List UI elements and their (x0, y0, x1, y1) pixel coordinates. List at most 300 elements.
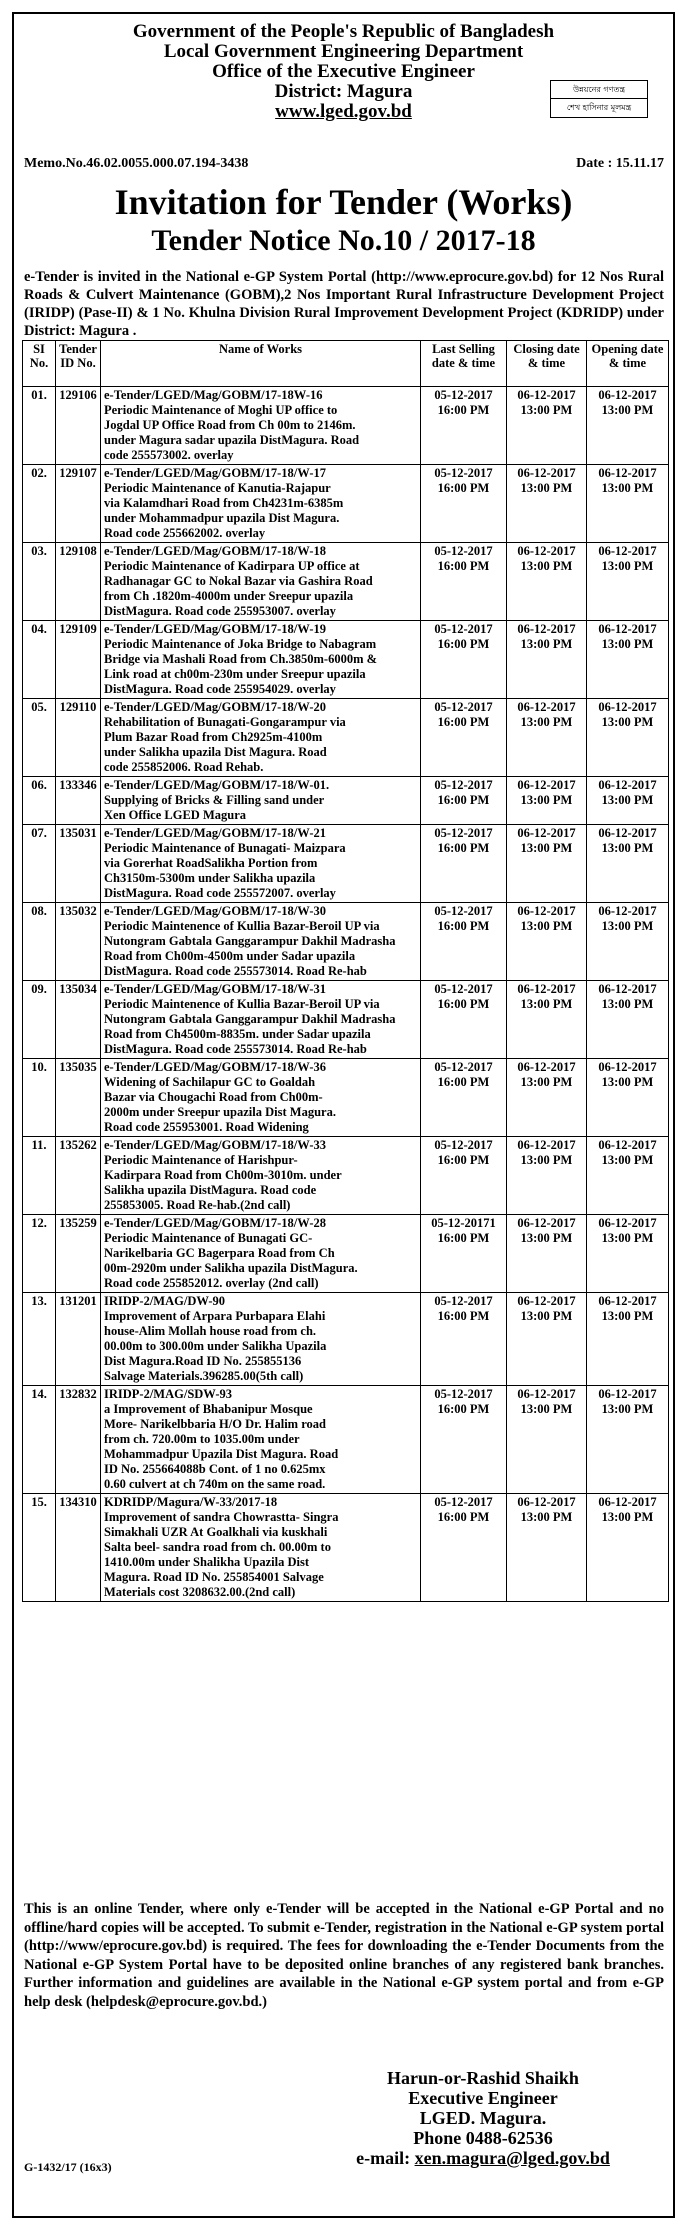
row-last-selling-datetime (421, 1293, 507, 1386)
row-closing-datetime (507, 543, 587, 621)
signatory-office: LGED. Magura. (419, 2108, 547, 2128)
time-value: 16:00 PM (437, 715, 490, 729)
row-serial: 11. (23, 1137, 56, 1215)
row-last-selling-datetime (421, 1386, 507, 1494)
col-header-opening: Opening date & time (587, 341, 669, 387)
works-line: via Kalamdhari Road from Ch4231m-6385m (104, 496, 344, 510)
row-closing-datetime (507, 699, 587, 777)
col-header-works: Name of Works (101, 341, 421, 387)
time-value: 16:00 PM (437, 841, 490, 855)
row-opening-datetime (587, 699, 669, 777)
works-line: Periodic Maintenance of Bunagati GC- (104, 1231, 313, 1245)
time-value: 13:00 PM (520, 1153, 573, 1167)
works-line: 00m-2920m under Salikha upazila DistMagura. (104, 1261, 358, 1275)
works-line: Road code 255953001. Road Widening (104, 1120, 309, 1134)
date-value: 06-12-2017 (598, 1060, 657, 1074)
works-line: DistMagura. Road code 255573014. Road Re-hab (104, 964, 367, 978)
row-serial: 07. (23, 825, 56, 903)
time-value: 16:00 PM (437, 1075, 490, 1089)
works-line: Periodic Maintenence of Kullia Bazar-Beroil UP via (104, 919, 380, 933)
time-value: 16:00 PM (437, 559, 490, 573)
date-value: 06-12-2017 (598, 778, 657, 792)
works-line: ID No. 255664088b Cont. of 1 no 0.625mx (104, 1462, 326, 1476)
time-value: 13:00 PM (601, 1231, 654, 1245)
col-header-sl: SI No. (23, 341, 56, 387)
date-value: 05-12-2017 (434, 904, 493, 918)
row-last-selling-datetime (421, 465, 507, 543)
row-tender-id: 133346 (56, 777, 101, 825)
works-line: More- Narikelbbaria H/O Dr. Halim road (104, 1417, 326, 1431)
date-value: 06-12-2017 (598, 700, 657, 714)
tender-table-body (23, 387, 669, 1602)
row-tender-id: 129110 (56, 699, 101, 777)
time-value: 13:00 PM (520, 481, 573, 495)
signatory-name: Harun-or-Rashid Shaikh (387, 2068, 579, 2088)
table-row (23, 1386, 669, 1494)
notice-subtitle: Tender Notice No.10 / 2017-18 (151, 224, 536, 257)
time-value: 13:00 PM (520, 715, 573, 729)
date-value: 06-12-2017 (598, 388, 657, 402)
date-value: 06-12-2017 (598, 1138, 657, 1152)
row-opening-datetime (587, 1215, 669, 1293)
works-line: DistMagura. Road code 255572007. overlay (104, 886, 336, 900)
works-line: Plum Bazar Road from Ch2925m-4100m (104, 730, 323, 744)
works-line: Jogdal UP Office Road from Ch 00m to 2146m. (104, 418, 356, 432)
works-line: Improvement of Arpara Purbapara Elahi (104, 1309, 326, 1323)
row-tender-id: 135031 (56, 825, 101, 903)
date-value: 05-12-2017 (434, 1060, 493, 1074)
row-works (101, 1494, 421, 1602)
time-value: 13:00 PM (520, 793, 573, 807)
works-line: 1410.00m under Shalikha Upazila Dist (104, 1555, 310, 1569)
works-line: e-Tender/LGED/Mag/GOBM/17-18/W-31 (104, 982, 326, 996)
row-last-selling-datetime (421, 699, 507, 777)
row-serial: 04. (23, 621, 56, 699)
works-line: e-Tender/LGED/Mag/GOBM/17-18/W-30 (104, 904, 326, 918)
works-line: Materials cost 3208632.00.(2nd call) (104, 1585, 296, 1599)
row-tender-id: 129107 (56, 465, 101, 543)
works-line: e-Tender/LGED/Mag/GOBM/17-18/W-18 (104, 544, 326, 558)
row-opening-datetime (587, 387, 669, 465)
date-value: 05-12-20171 (431, 1216, 496, 1230)
date-value: 06-12-2017 (517, 1060, 576, 1074)
date-value: 06-12-2017 (517, 622, 576, 636)
time-value: 13:00 PM (601, 1510, 654, 1524)
works-line: IRIDP-2/MAG/DW-90 (104, 1294, 226, 1308)
date-value: 06-12-2017 (517, 544, 576, 558)
online-tender-instructions: This is an online Tender, where only e-Tender will be accepted in the National e-GP Portal and no offline/hard copies will be accepted. To submit e-Tender, registration in the National e-GP system portal (http://www/eprocure.gov.bd) is required. The fees for downloading the e-Tender Documents from the National e-GP System Portal have to be deposited online branches of any registered bank branches. Further information and guidelines are available in the National e-GP system portal and from e-GP help desk (helpdesk@eprocure.gov.bd.) (24, 1901, 664, 2010)
row-opening-datetime (587, 825, 669, 903)
date-value: 05-12-2017 (434, 544, 493, 558)
row-closing-datetime (507, 1494, 587, 1602)
signature-block (318, 2068, 648, 2168)
time-value: 16:00 PM (437, 637, 490, 651)
works-line: e-Tender/LGED/Mag/GOBM/17-18/W-19 (104, 622, 326, 636)
row-tender-id: 135034 (56, 981, 101, 1059)
memo-row (24, 156, 664, 172)
table-row (23, 387, 669, 465)
memo-number: Memo.No.46.02.0055.000.07.194-3438 (24, 156, 249, 171)
works-line: from Ch .1820m-4000m under Sreepur upazila (104, 589, 354, 603)
memo-date: Date : 15.11.17 (576, 156, 664, 171)
works-line: Bridge via Mashali Road from Ch.3850m-6000m & (104, 652, 378, 666)
time-value: 16:00 PM (437, 1402, 490, 1416)
row-serial: 03. (23, 543, 56, 621)
row-serial: 12. (23, 1215, 56, 1293)
works-line: under Mohammadpur upazila Dist Magura. (104, 511, 340, 525)
row-serial: 02. (23, 465, 56, 543)
row-serial: 10. (23, 1059, 56, 1137)
row-closing-datetime (507, 777, 587, 825)
row-works (101, 387, 421, 465)
date-value: 06-12-2017 (517, 826, 576, 840)
time-value: 13:00 PM (601, 403, 654, 417)
signatory-phone: Phone 0488-62536 (413, 2128, 553, 2148)
row-tender-id: 129109 (56, 621, 101, 699)
row-last-selling-datetime (421, 1137, 507, 1215)
works-line: 0.60 culvert at ch 740m on the same road. (104, 1477, 326, 1491)
time-value: 13:00 PM (601, 793, 654, 807)
works-line: Ch3150m-5300m under Salikha upazila (104, 871, 316, 885)
tender-table (22, 340, 669, 1602)
row-tender-id: 132832 (56, 1386, 101, 1494)
row-serial: 09. (23, 981, 56, 1059)
works-line: Salikha upazila DistMagura. Road code (104, 1183, 317, 1197)
works-line: Supplying of Bricks & Filling sand under (104, 793, 325, 807)
row-opening-datetime (587, 621, 669, 699)
works-line: Rehabilitation of Bunagati-Gongarampur via (104, 715, 346, 729)
works-line: under Magura sadar upazila DistMagura. Road (104, 433, 360, 447)
date-value: 06-12-2017 (598, 1387, 657, 1401)
row-last-selling-datetime (421, 621, 507, 699)
row-opening-datetime (587, 1137, 669, 1215)
row-closing-datetime (507, 621, 587, 699)
row-works (101, 903, 421, 981)
time-value: 13:00 PM (601, 715, 654, 729)
works-line: from ch. 720.00m to 1035.00m under (104, 1432, 300, 1446)
row-serial: 13. (23, 1293, 56, 1386)
works-line: 255853005. Road Re-hab.(2nd call) (104, 1198, 291, 1212)
date-value: 05-12-2017 (434, 826, 493, 840)
date-value: 05-12-2017 (434, 700, 493, 714)
row-tender-id: 129106 (56, 387, 101, 465)
date-value: 06-12-2017 (517, 904, 576, 918)
time-value: 13:00 PM (520, 1510, 573, 1524)
intro-paragraph: e-Tender is invited in the National e-GP System Portal (http://www.eprocure.gov.bd) for 12 Nos Rural Roads & Culvert Maintenance (GOBM),2 Nos Important Rural Infrastructure Development Project (IRIDP) (Pase-II) & 1 No. Khulna Division Rural Improvement Development Project (KDRIDP) under District: Magura . (24, 269, 664, 339)
works-line: house-Alim Mollah house road from ch. (104, 1324, 317, 1338)
works-line: Periodic Maintenance of Kadirpara UP office at (104, 559, 360, 573)
header-website-link[interactable]: www.lged.gov.bd (275, 101, 412, 122)
works-line: e-Tender/LGED/Mag/GOBM/17-18/W-01. (104, 778, 330, 792)
date-value: 05-12-2017 (434, 1138, 493, 1152)
works-line: Magura. Road ID No. 255854001 Salvage (104, 1570, 324, 1584)
date-value: 05-12-2017 (434, 466, 493, 480)
slogan-line-1: উন্নয়নের গণতন্ত্র (572, 85, 626, 94)
time-value: 13:00 PM (601, 841, 654, 855)
row-opening-datetime (587, 465, 669, 543)
time-value: 13:00 PM (520, 637, 573, 651)
row-closing-datetime (507, 1059, 587, 1137)
date-value: 06-12-2017 (517, 1294, 576, 1308)
date-value: 05-12-2017 (434, 1495, 493, 1509)
works-line: e-Tender/LGED/Mag/GOBM/17-18/W-28 (104, 1216, 326, 1230)
table-row (23, 1059, 669, 1137)
row-opening-datetime (587, 903, 669, 981)
row-opening-datetime (587, 981, 669, 1059)
time-value: 13:00 PM (601, 637, 654, 651)
row-works (101, 1137, 421, 1215)
date-value: 06-12-2017 (598, 1495, 657, 1509)
table-row (23, 1215, 669, 1293)
row-opening-datetime (587, 777, 669, 825)
row-works (101, 1293, 421, 1386)
table-header-row (23, 341, 669, 387)
slogan-line-2: শেখ হাসিনার মূলমন্ত্র (551, 98, 647, 116)
row-works (101, 981, 421, 1059)
row-last-selling-datetime (421, 825, 507, 903)
table-row (23, 1137, 669, 1215)
date-value: 05-12-2017 (434, 1294, 493, 1308)
date-value: 06-12-2017 (598, 1294, 657, 1308)
row-closing-datetime (507, 981, 587, 1059)
row-serial: 14. (23, 1386, 56, 1494)
row-works (101, 465, 421, 543)
row-works (101, 777, 421, 825)
works-line: DistMagura. Road code 255573014. Road Re-hab (104, 1042, 367, 1056)
works-line: Salvage Materials.396285.00(5th call) (104, 1369, 304, 1383)
table-row (23, 543, 669, 621)
row-serial: 01. (23, 387, 56, 465)
date-value: 06-12-2017 (598, 622, 657, 636)
works-line: a Improvement of Bhabanipur Mosque (104, 1402, 313, 1416)
row-works (101, 621, 421, 699)
works-line: Road code 255662002. overlay (104, 526, 266, 540)
row-serial: 06. (23, 777, 56, 825)
row-tender-id: 129108 (56, 543, 101, 621)
date-value: 06-12-2017 (517, 700, 576, 714)
notice-title: Invitation for Tender (Works) (114, 182, 573, 222)
row-tender-id: 131201 (56, 1293, 101, 1386)
time-value: 13:00 PM (520, 403, 573, 417)
works-line: code 255852006. Road Rehab. (104, 760, 264, 774)
table-row (23, 903, 669, 981)
row-serial: 15. (23, 1494, 56, 1602)
date-value: 06-12-2017 (517, 388, 576, 402)
row-works (101, 825, 421, 903)
row-closing-datetime (507, 1137, 587, 1215)
works-line: Nutongram Gabtala Ganggarampur Dakhil Madrasha (104, 934, 396, 948)
works-line: code 255573002. overlay (104, 448, 234, 462)
table-row (23, 1293, 669, 1386)
date-value: 05-12-2017 (434, 1387, 493, 1401)
signatory-title: Executive Engineer (408, 2088, 558, 2108)
works-line: Simakhali UZR At Goalkhali via kuskhali (104, 1525, 328, 1539)
date-value: 06-12-2017 (517, 778, 576, 792)
slogan-badge (550, 80, 648, 118)
works-line: KDRIDP/Magura/W-33/2017-18 (104, 1495, 278, 1509)
row-tender-id: 135259 (56, 1215, 101, 1293)
works-line: e-Tender/LGED/Mag/GOBM/17-18/W-17 (104, 466, 326, 480)
email-link[interactable]: xen.magura@lged.gov.bd (414, 2148, 610, 2168)
row-serial: 05. (23, 699, 56, 777)
row-closing-datetime (507, 465, 587, 543)
works-line: Road code 255852012. overlay (2nd call) (104, 1276, 319, 1290)
row-tender-id: 135262 (56, 1137, 101, 1215)
table-row (23, 981, 669, 1059)
row-last-selling-datetime (421, 1215, 507, 1293)
table-row (23, 777, 669, 825)
time-value: 16:00 PM (437, 1231, 490, 1245)
row-opening-datetime (587, 1293, 669, 1386)
row-opening-datetime (587, 1059, 669, 1137)
works-line: IRIDP-2/MAG/SDW-93 (104, 1387, 233, 1401)
row-last-selling-datetime (421, 903, 507, 981)
time-value: 13:00 PM (601, 559, 654, 573)
time-value: 16:00 PM (437, 997, 490, 1011)
time-value: 13:00 PM (520, 1231, 573, 1245)
date-value: 06-12-2017 (517, 1216, 576, 1230)
time-value: 13:00 PM (520, 919, 573, 933)
time-value: 16:00 PM (437, 1510, 490, 1524)
row-last-selling-datetime (421, 1059, 507, 1137)
works-line: Periodic Maintenance of Kanutia-Rajapur (104, 481, 331, 495)
works-line: Improvement of sandra Chowrastta- Singra (104, 1510, 339, 1524)
header-department: Local Government Engineering Department (163, 41, 524, 62)
row-works (101, 1059, 421, 1137)
row-opening-datetime (587, 1494, 669, 1602)
row-opening-datetime (587, 543, 669, 621)
time-value: 16:00 PM (437, 1153, 490, 1167)
works-line: e-Tender/LGED/Mag/GOBM/17-18/W-21 (104, 826, 326, 840)
row-closing-datetime (507, 825, 587, 903)
date-value: 05-12-2017 (434, 622, 493, 636)
date-value: 05-12-2017 (434, 778, 493, 792)
works-line: Nutongram Gabtala Ganggarampur Dakhil Madrasha (104, 1012, 396, 1026)
table-row (23, 465, 669, 543)
works-line: 00.00m to 300.00m under Salikha Upazila (104, 1339, 327, 1353)
gov-print-code: G-1432/17 (16x3) (24, 2160, 112, 2174)
table-row (23, 825, 669, 903)
works-line: e-Tender/LGED/Mag/GOBM/17-18W-16 (104, 388, 323, 402)
date-value: 06-12-2017 (598, 466, 657, 480)
works-line: Road from Ch4500m-8835m. under Sadar upazila (104, 1027, 371, 1041)
time-value: 16:00 PM (437, 919, 490, 933)
date-value: 06-12-2017 (517, 982, 576, 996)
date-value: 05-12-2017 (434, 982, 493, 996)
row-tender-id: 135032 (56, 903, 101, 981)
time-value: 16:00 PM (437, 403, 490, 417)
time-value: 13:00 PM (601, 919, 654, 933)
works-line: Widening of Sachilapur GC to Goaldah (104, 1075, 316, 1089)
email-label: e-mail: (356, 2148, 411, 2168)
works-line: Kadirpara Road from Ch00m-3010m. under (104, 1168, 342, 1182)
time-value: 13:00 PM (520, 1402, 573, 1416)
works-line: 2000m under Sreepur upazila Dist Magura. (104, 1105, 336, 1119)
table-row (23, 621, 669, 699)
time-value: 13:00 PM (520, 559, 573, 573)
works-line: e-Tender/LGED/Mag/GOBM/17-18/W-36 (104, 1060, 326, 1074)
works-line: Bazar via Chougachi Road from Ch00m- (104, 1090, 323, 1104)
time-value: 13:00 PM (520, 997, 573, 1011)
row-closing-datetime (507, 387, 587, 465)
works-line: Narikelbaria GC Bagerpara Road from Ch (104, 1246, 335, 1260)
date-value: 06-12-2017 (517, 1138, 576, 1152)
row-last-selling-datetime (421, 543, 507, 621)
header-office: Office of the Executive Engineer (212, 61, 475, 82)
cropped-previous-notice-text (0, 0, 687, 10)
row-opening-datetime (587, 1386, 669, 1494)
date-value: 05-12-2017 (434, 388, 493, 402)
row-last-selling-datetime (421, 387, 507, 465)
time-value: 13:00 PM (601, 1075, 654, 1089)
row-works (101, 543, 421, 621)
row-closing-datetime (507, 903, 587, 981)
time-value: 13:00 PM (520, 841, 573, 855)
works-line: e-Tender/LGED/Mag/GOBM/17-18/W-33 (104, 1138, 326, 1152)
signatory-email-line (318, 2148, 648, 2168)
works-line: Mohammadpur Upazila Dist Magura. Road (104, 1447, 339, 1461)
row-tender-id: 134310 (56, 1494, 101, 1602)
works-line: Periodic Maintenence of Kullia Bazar-Beroil UP via (104, 997, 380, 1011)
time-value: 13:00 PM (601, 1309, 654, 1323)
row-works (101, 1215, 421, 1293)
date-value: 06-12-2017 (598, 826, 657, 840)
time-value: 13:00 PM (601, 1402, 654, 1416)
date-value: 06-12-2017 (517, 466, 576, 480)
works-line: Xen Office LGED Magura (104, 808, 246, 822)
works-line: Periodic Maintenance of Bunagati- Maizpara (104, 841, 346, 855)
time-value: 16:00 PM (437, 481, 490, 495)
row-last-selling-datetime (421, 1494, 507, 1602)
works-line: Periodic Maintenance of Moghi UP office to (104, 403, 338, 417)
time-value: 13:00 PM (520, 1075, 573, 1089)
header-government: Government of the People's Republic of Bangladesh (132, 21, 555, 42)
time-value: 13:00 PM (601, 1153, 654, 1167)
col-header-closing: Closing date & time (507, 341, 587, 387)
row-tender-id: 135035 (56, 1059, 101, 1137)
row-closing-datetime (507, 1386, 587, 1494)
works-line: Periodic Maintenance of Harishpur- (104, 1153, 298, 1167)
time-value: 13:00 PM (520, 1309, 573, 1323)
works-line: Dist Magura.Road ID No. 255855136 (104, 1354, 302, 1368)
row-last-selling-datetime (421, 981, 507, 1059)
time-value: 16:00 PM (437, 793, 490, 807)
works-line: Road from Ch00m-4500m under Sadar upazila (104, 949, 356, 963)
row-last-selling-datetime (421, 777, 507, 825)
date-value: 06-12-2017 (517, 1495, 576, 1509)
works-line: Link road at ch00m-230m under Sreepur upazila (104, 667, 366, 681)
date-value: 06-12-2017 (598, 982, 657, 996)
works-line: Radhanagar GC to Nokal Bazar via Gashira Road (104, 574, 373, 588)
works-line: DistMagura. Road code 255954029. overlay (104, 682, 336, 696)
works-line: under Salikha upazila Dist Magura. Road (104, 745, 327, 759)
col-header-last-selling: Last Selling date & time (421, 341, 507, 387)
table-row (23, 699, 669, 777)
row-serial: 08. (23, 903, 56, 981)
date-value: 06-12-2017 (517, 1387, 576, 1401)
date-value: 06-12-2017 (598, 1216, 657, 1230)
row-works (101, 1386, 421, 1494)
date-value: 06-12-2017 (598, 544, 657, 558)
works-line: Salta beel- sandra road from ch. 00.00m to (104, 1540, 331, 1554)
works-line: e-Tender/LGED/Mag/GOBM/17-18/W-20 (104, 700, 326, 714)
row-closing-datetime (507, 1293, 587, 1386)
col-header-tender-id: Tender ID No. (56, 341, 101, 387)
date-value: 06-12-2017 (598, 904, 657, 918)
time-value: 13:00 PM (601, 997, 654, 1011)
time-value: 16:00 PM (437, 1309, 490, 1323)
works-line: DistMagura. Road code 255953007. overlay (104, 604, 336, 618)
